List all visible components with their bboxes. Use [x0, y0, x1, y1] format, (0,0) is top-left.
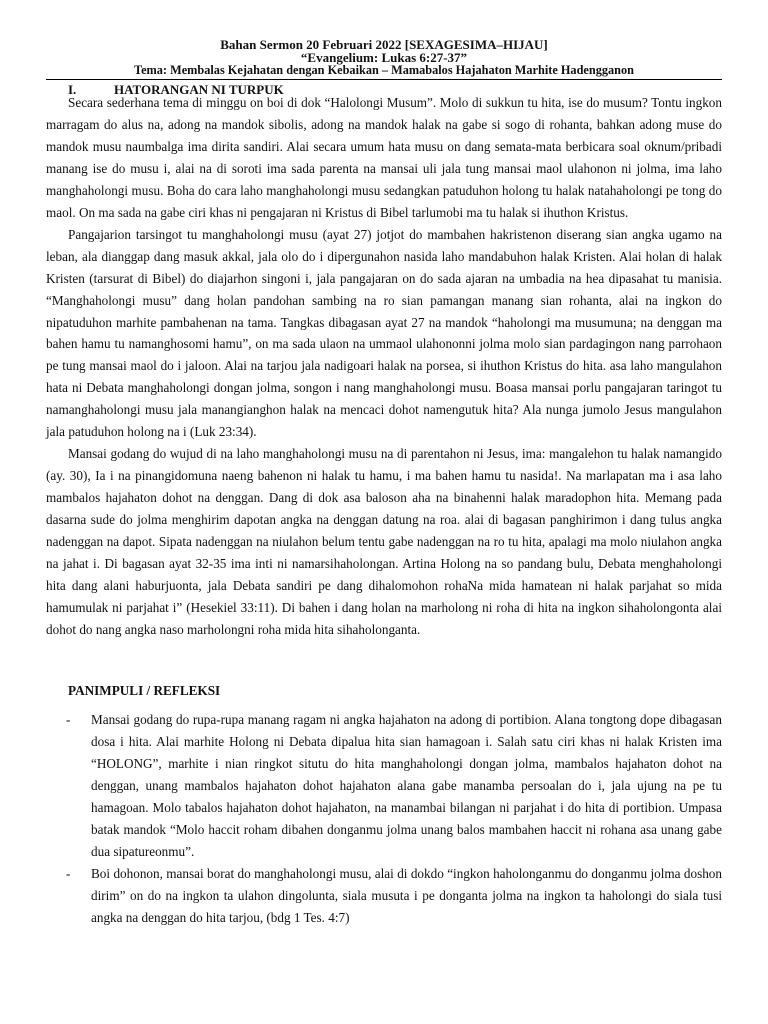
section-number: I.	[68, 82, 77, 97]
bullet-dash: -	[66, 712, 71, 727]
reflection-heading: PANIMPULI / REFLEKSI	[68, 683, 221, 698]
header-divider	[46, 79, 722, 80]
sermon-theme: Tema: Membalas Kejahatan dengan Kebaikan – Mamabalos Hajahaton Marhite Hadengganon	[134, 63, 634, 77]
section-body	[46, 92, 722, 641]
bullet-dash: -	[66, 865, 71, 881]
paragraph: Mansai godang do wujud di na laho manghaholongi musu na di parentahon ni Jesus, ima: mangalehon tu halak namangido (ay. 30), Ia i na pinangidomuna naeng bahenon ni halak tu hamu, i ma bahen hamu tu nasida!. Na marlapatan ma i asa laho mambalos hajahaton dohot na denggan. Dang di dok asa baloson aha na binahenni halak maradophon hita. Memang pada dasarna sude do jolma menghirim dapotan angka na denggan datung na roa. alai di bagasan panghirimon i dang tulus angka nadenggan na dapot. Sipata nadenggan na niulahon belum tentu gabe nadenggan na ro tu hita, apalagi ma molo niulahon angka na jahat i. Di bagasan ayat 32-35 ima inti ni namarsihaholongan. Artina Holong na so pandang bulu, Debata menghaholongi hita dang alani haburjuonta, jala Debata sandiri pe dang dihalomohon rohaNa mida hamatean ni halak parjahat so mida hamumulak ni parjahat i” (Hesekiel 33:11). Di bahen i dang holan na marholong ni roha di hita na ingkon sihaholongonta alai dohot do nang angka naso marholongni roha mida hita sihaholonganta.	[46, 446, 722, 637]
list-item-text: Mansai godang do rupa-rupa manang ragam ni angka hajahaton na adong di portibion. Alana tongtong dope dibagasan dosa i hita. Alai marhite Holong ni Debata dipalua hita sian hamagoan i. Salah satu ciri khas ni halak Kristen ima “HOLONG”, marhite i nian ringkot situtu do hita manghaholongi dongan jolma, mambalos hajahaton dohot na denggan, unang mambalos hajahaton dohot hajahaton alana gabe manamba persoalan do i, jala ujung na pe tu hamagoan. Molo tabalos hajahaton dohot hajahaton, na manambai bilangan ni parjahat i do hita di portibion. Umpasa batak mandok “Molo haccit roham dibahen donganmu jolma unang balos mambahen haccit ni rohana asa unang gabe dua sipatureonmu”.	[91, 712, 722, 859]
document-title: Bahan Sermon 20 Februari 2022 [SEXAGESIMA–HIJAU]	[220, 37, 548, 52]
paragraph: Secara sederhana tema di minggu on boi di dok “Halolongi Musum”. Molo di sukkun tu hita, ise do musum? Tontu ingkon marragam do alus na, adong na mandok sibolis, adong na mandok halak na gabe si sogo di rohanta, bahkan adong muse do mandok musu naumbalga ima dirita sandiri. Alai secara umum hata musu on dang semata-mata berbicara soal oknum/pribadi manang ise do musu i, alai na di soroti ima sada parenta na mansai uli jala tung mansai maol ulahonon ni jolma, ima laho manghaholongi musu. Boha do cara laho manghaholongi musu sedangkan patuduhon holong tu halak natahaholongi pe tong do maol. On ma sada na gabe ciri khas ni pengajaran ni Kristus di Bibel tarlumobi ma tu halak si ihuthon Kristus.	[46, 95, 722, 220]
scripture-reference: “Evangelium: Lukas 6:27-37”	[300, 50, 468, 65]
list-item	[46, 863, 722, 929]
section-title: HATORANGAN NI TURPUK	[114, 82, 284, 97]
list-item-text: Boi dohonon, mansai borat do manghaholongi musu, alai di dokdo “ingkon haholonganmu do donganmu jolma doshon dirim” on do na ingkon ta ulahon dingolunta, siala musuta i pe donganta jolma na ingkon ta haholongi do siala tusi angka na denggan do hita tarjou, (bdg 1 Tes. 4:7)	[91, 865, 722, 925]
reflection-list	[46, 709, 722, 929]
list-item	[46, 709, 722, 863]
paragraph: Pangajarion tarsingot tu manghaholongi musu (ayat 27) jotjot do mambahen hakristenon diserang sian angka ugamo na leban, ala dianggap dang masuk akkal, jala olo do i dipergunahon nasida laho mandabuhon halak Kristen. Alai holan di halak Kristen (tarsurat di Bibel) do diajarhon singoni i, jala pangajaran on do sada ajaran na umbadia na hea dipasahat tu manisia. “Manghaholongi musu” dang holan pandohan sambing na ro sian pamangan manang sian rohanta, alai na ingkon do nipatuduhon marhite pambahenan na tama. Tangkas dibagasan ayat 27 na mandok “haholongi ma musumuna; na denggan ma bahen hamu tu namanghosomi hamu”, on ma sada ulaon na ummaol ulahononni jolma molo sian pardagingon nang parrohaon pe tung mansai maol do i jaloon. Alai na tarjou jala nadigoari halak na porsea, si ihuthon Kristus do hita. asa laho mangulahon hata ni Debata manghaholongi dongan jolma, songon i nang manghaholongi musu. Boasa mansai porlu pangajaran taringot tu namanghaholongi musu jala manangianghon halak na mencaci dohot namengutuk hita? Ala nunga jumolo Jesus mangulahon jala patuduhon holong na i (Luk 23:34).	[46, 226, 722, 440]
